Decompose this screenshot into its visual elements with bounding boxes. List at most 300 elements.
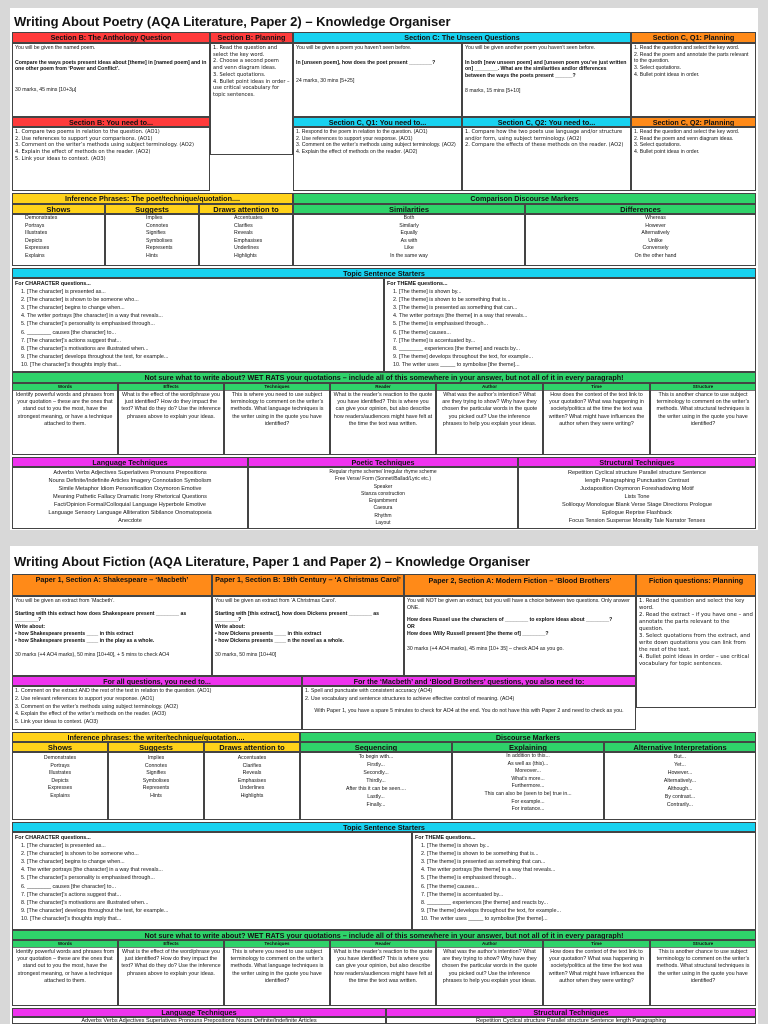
list-item: Contrarily...: [666, 802, 694, 808]
shows-header: Shows: [12, 204, 105, 214]
list-item: Highlights: [240, 792, 264, 799]
explaining-list: [452, 752, 604, 820]
anthology-line: You will be given the named poem.: [15, 45, 96, 51]
wetrats-heading: Reader: [331, 384, 435, 391]
wetrats-heading: Words: [13, 941, 117, 948]
technique-line: Stanza construction: [361, 490, 405, 497]
list-item: Hints: [146, 252, 158, 259]
technique-line: Focus Tension Suspense Morality Tale Narrator Tenses: [568, 518, 706, 524]
similarities-header: Similarities: [293, 204, 525, 214]
technique-line: Repetition Cyclical structure Parallel structure Sentence length Paragraphing: [476, 1018, 666, 1024]
technique-line: Regular rhyme scheme/ Irregular rhyme scheme: [329, 469, 437, 475]
technique-line: Meaning Pathetic Fallacy Dramatic Irony Rhetorical Questions: [53, 494, 207, 500]
plan-step: 4. Bullet point ideas in order – use critical vocabulary for topic sentences.: [213, 78, 290, 98]
character-starters: [12, 832, 412, 930]
need-item: 1. Compare how the two poets use language and/or structure and/or form, using subject terminology. (AO2): [465, 129, 623, 142]
theme-heading: For THEME questions...: [387, 281, 448, 287]
list-item: Clarifies: [242, 762, 262, 769]
plan-step: 4. Bullet point ideas in order – use critical vocabulary for topic sentences.: [639, 654, 750, 667]
starter-item: 8. ________ experiences [the theme] and reacts by...: [393, 345, 520, 352]
explaining-header: Explaining: [452, 742, 604, 752]
starter-item: 5. [The character]’s personality is emphasised through...: [21, 875, 155, 882]
fiction-language-header: Language Techniques: [12, 1008, 386, 1017]
need-item: 1. Comment on the extract AND the rest of the text in relation to the question. (AO1): [15, 688, 212, 694]
technique-line: Language Sensory Language Alliteration Sibilance Onomatopoeia: [48, 510, 212, 516]
starter-item: 2. [The theme] is shown to be something that is...: [393, 297, 511, 304]
list-item: Explains: [25, 252, 45, 259]
need-item: With Paper 1, you have a spare 5 minutes to check for AO4 at the end. You do not have this with Paper 2 and need to check as you.: [314, 707, 624, 714]
suggests-header: Suggests: [108, 742, 204, 752]
list-item: This can also be (seen to be) true in...: [484, 790, 572, 797]
wetrats-text: Identify powerful words and phrases from your quotation – these are the ones that stand out to you the most, have the strongest meaning, or have a technique attached to them.: [15, 392, 115, 427]
starter-item: 1. [The theme] is shown by...: [393, 289, 462, 296]
starter-item: 5. [The character]’s personality is emphasised through...: [21, 321, 155, 328]
list-item: Moreover...: [515, 768, 541, 775]
list-item: Furthermore...: [511, 783, 545, 790]
wetrats-heading: Words: [13, 384, 117, 391]
theme-starters: [412, 832, 756, 930]
starter-item: 8. ________ experiences [the theme] and reacts by...: [421, 899, 548, 906]
carol-line: Write about:: [215, 624, 246, 631]
language-techniques-header: Language Techniques: [12, 457, 248, 467]
plan-step: 1. Read the question and select the key word.: [634, 129, 740, 135]
wetrats-heading: Author: [437, 384, 542, 391]
list-item: Represents: [146, 245, 173, 252]
starter-item: 1. [The character] is presented as...: [21, 843, 106, 850]
list-item: Thirdly...: [366, 778, 386, 784]
wetrats-text: This is another chance to use subject terminology to comment on the writer’s methods. What structural techniques is the writer using in the quote you have identified?: [656, 949, 750, 984]
poetic-techniques-list: [248, 467, 518, 529]
starter-item: 3. [The character] begins to change when...: [21, 305, 125, 312]
comparison-header: Comparison Discourse Markers: [293, 193, 756, 204]
list-item: Hints: [150, 792, 162, 799]
need-item: 5. Link your ideas to context. (AO3): [15, 155, 106, 162]
bb-line: How does Russel use the characters of ________ to explore ideas about ________?: [407, 617, 613, 624]
language-techniques-list: [12, 467, 248, 529]
wetrats-author: [436, 383, 543, 455]
list-item: Emphasises: [234, 237, 263, 244]
wetrats-time: [543, 940, 650, 1006]
technique-line: Nouns Definite/Indefinite Articles Imagery Connotation Symbolism: [48, 478, 212, 484]
technique-line: Speaker: [373, 483, 393, 490]
fiction-wetrats-header: Not sure what to write about? WET RATS your quotations – include all of this somewhere in your answer, but not all of it in every paragraph!: [12, 930, 756, 940]
suggests-header: Suggests: [105, 204, 199, 214]
list-item: In addition to this...: [506, 753, 550, 759]
plan-step: 4. Bullet point ideas in order.: [634, 149, 700, 156]
anthology-header: Section B: The Anthology Question: [12, 32, 210, 43]
similarities-list: [293, 214, 525, 266]
wetrats-text: What was the author’s intention? What are they trying to show? Why have they chosen the particular words in the quote you picked out? Use the inference phrases to help you explain your ideas.: [441, 392, 538, 427]
starter-item: 10. The writer uses _____ to symbolise [the theme]...: [393, 361, 520, 368]
list-item: Underlines: [239, 785, 265, 792]
poetry-organiser: [10, 8, 758, 530]
need-item: 3. Comment on the writer’s methods using subject terminology. (AO2): [15, 703, 179, 710]
wetrats-heading: Techniques: [225, 384, 329, 391]
list-item: Like: [404, 245, 414, 252]
starter-item: 4. The writer portrays [the theme] in a way that reveals...: [421, 867, 556, 874]
fiction-structural-header: Structural Techniques: [386, 1008, 756, 1017]
list-item: Underlines: [234, 245, 259, 252]
need-item: 4. Explain the effect of methods on the reader. (AO2): [15, 149, 151, 156]
unseen-line: In both [new unseen poem] and [unseen poem you’ve just written on] ________. What are the similarities and/or differences between the ways the poets present ______?: [465, 59, 627, 80]
need-item: 3. Comment on the writer’s methods using subject terminology. (AO2): [296, 142, 456, 149]
list-item: Depicts: [51, 777, 69, 784]
list-item: Alternatively...: [663, 778, 697, 784]
technique-line: Enjambment: [368, 498, 398, 505]
list-item: Represents: [142, 785, 170, 792]
starter-item: 3. [The theme] is presented as something that can...: [421, 859, 546, 866]
bb-line: How does Willy Russell present [the theme of] ________?: [407, 630, 549, 637]
technique-line: Rhythm: [374, 512, 392, 519]
technique-line: Juxtaposition Oxymoron Foreshadowing Motif: [580, 486, 694, 492]
structural-techniques-header: Structural Techniques: [518, 457, 756, 467]
need-item: 1. Respond to the poem in relation to the question. (AO1): [296, 129, 428, 135]
unseen-line: In [unseen poem], how does the poet present ________?: [296, 59, 436, 66]
wetrats-heading: Time: [544, 941, 649, 948]
wetrats-heading: Time: [544, 384, 649, 391]
wetrats-heading: Structure: [651, 941, 755, 948]
fiction-language-list: [12, 1017, 386, 1024]
need-item: 2. Use references to support your comparisons. (AO1): [15, 135, 153, 142]
list-item: Highlights: [234, 252, 257, 259]
list-item: Clarifies: [234, 222, 253, 229]
wetrats-text: How does the context of the text link to your quotation? What was happening in society/politics at the time the text was written? What might have influences the author when they were writing?: [548, 949, 645, 984]
list-item: On the other hand: [634, 252, 677, 259]
fiction-planning-box: [636, 596, 756, 708]
inference-header: Inference Phrases: The poet/technique/quotation....: [12, 193, 293, 204]
unseen-line: 8 marks, 15 mins [5+10]: [465, 87, 521, 94]
list-item: But...: [673, 754, 687, 760]
list-item: Symbolises: [146, 237, 173, 244]
list-item: Illustrates: [48, 770, 72, 777]
starter-item: 4. The writer portrays [the character] in a way that reveals...: [21, 867, 163, 874]
technique-line: length Paragraphing Punctuation Contrast: [584, 478, 690, 484]
plan-step: 3. Select quotations from the extract, and write down quotations you can link from the rest of the text.: [639, 633, 751, 653]
list-item: However: [645, 222, 666, 229]
wetrats-heading: Effects: [119, 384, 223, 391]
draws-header: Draws attention to: [204, 742, 300, 752]
b-planning-header: Section B: Planning: [210, 32, 293, 43]
alternative-header: Alternative Interpretations: [604, 742, 756, 752]
wetrats-effects: [118, 940, 224, 1006]
list-item: Signifies: [146, 770, 166, 777]
all-questions-header: For all questions, you need to...: [12, 676, 302, 686]
starter-item: 5. [The theme] is emphasised through...: [421, 875, 516, 882]
starter-item: 9. [The theme] develops throughout the text, for example...: [421, 907, 561, 914]
starter-item: 8. [The character]’s motivations are illustrated when...: [21, 899, 149, 906]
technique-line: Repetition Cyclical structure Parallel structure Sentence: [567, 470, 707, 476]
suggests-list: [105, 214, 199, 266]
list-item: In the same way: [390, 252, 428, 259]
macbeth-line: • how Shakespeare presents ____ in the play as a whole.: [15, 637, 155, 644]
list-item: Alternatively: [641, 230, 670, 237]
list-item: As with: [400, 237, 418, 244]
technique-line: Adverbs Verbs Adjectives Superlatives Pronouns Prepositions: [53, 470, 207, 476]
list-item: Firstly...: [367, 762, 385, 768]
starter-item: 2. [The character] is shown to be someone who...: [21, 851, 139, 858]
differences-list: [525, 214, 756, 266]
alternative-list: [604, 752, 756, 820]
anthology-line: Compare the ways poets present ideas about [theme] in [named poem] and in one other poem from ‘Power and Conflict’.: [15, 59, 207, 73]
c1-need-header: Section C, Q1: You need to...: [293, 117, 462, 127]
list-item: Implies: [147, 755, 165, 761]
plan-step: 3. Select quotations.: [634, 142, 682, 149]
carol-line: Starting with [this extract], how does Dickens present ________ as ________?: [215, 610, 380, 624]
need-item: 1. Spell and punctuate with consistent accuracy (AO4): [305, 688, 433, 694]
wetrats-heading: Effects: [119, 941, 223, 948]
macbeth-header: Paper 1, Section A: Shakespeare – ‘Macbeth’: [12, 574, 212, 596]
b-planning-box: [210, 43, 293, 155]
starter-item: 10. [The character]’s thoughts imply that...: [21, 915, 122, 922]
list-item: Depicts: [25, 237, 43, 244]
wetrats-text: This is where you need to use subject terminology to comment on the writer’s methods. What language techniques is the writer using in the quote you have identified?: [230, 949, 324, 984]
need-item: 2. Use relevant references to support your response. (AO1): [15, 695, 155, 702]
starter-item: 3. [The theme] is presented as something that can...: [393, 305, 518, 312]
fiction-organiser: [10, 546, 758, 1024]
wetrats-heading: Reader: [331, 941, 435, 948]
wetrats-structure: [650, 940, 756, 1006]
carol-box: [212, 596, 404, 676]
starter-item: 9. [The theme] develops throughout the text, for example...: [393, 353, 533, 360]
list-item: Demonstrates: [43, 755, 77, 761]
topic-header: Topic Sentence Starters: [12, 268, 756, 278]
discourse-header: Discourse Markers: [300, 732, 756, 742]
technique-line: Epilogue Reprise Flashback: [602, 510, 672, 516]
shows-list: [12, 752, 108, 820]
unseen-line: 24 marks, 30 mins [5+25]: [296, 78, 355, 85]
list-item: Finally...: [366, 802, 386, 808]
need-item: 5. Link your ideas to context. (AO3): [15, 719, 99, 726]
all-questions-box: [12, 686, 302, 730]
theme-heading: For THEME questions...: [415, 835, 476, 841]
need-item: 2. Use references to support your response. (AO1): [296, 135, 413, 142]
starter-item: 1. [The theme] is shown by...: [421, 843, 490, 850]
starter-item: 7. [The theme] is accentuated by...: [421, 891, 504, 898]
wetrats-text: How does the context of the text link to your quotation? What was happening in society/politics at the time the text was written? What might have influences the author when they were writing?: [548, 392, 645, 427]
list-item: Connotes: [146, 222, 169, 229]
starter-item: 7. [The character]’s actions suggest that...: [21, 891, 121, 898]
plan-step: 2. Read the poem and annotate the parts relevant to the question.: [634, 51, 749, 65]
wetrats-heading: Techniques: [225, 941, 329, 948]
list-item: Portrays: [50, 762, 70, 769]
list-item: Demonstrates: [25, 215, 58, 221]
technique-line: Fact/Opinion Formal/Colloquial Language Hyperbole Emotive: [53, 502, 207, 508]
fiction-inference-header: Inference phrases: the writer/technique/quotation....: [12, 732, 300, 742]
technique-line: Soliloquy Monologue Blank Verse Stage Directions Prologue: [562, 502, 712, 508]
wetrats-text: This is another chance to use subject terminology to comment on the writer’s methods. What structural techniques is the writer using in the quote you have identified?: [656, 392, 750, 427]
list-item: Illustrates: [25, 230, 48, 237]
starter-item: 10. The writer uses _____ to symbolise [the theme]...: [421, 915, 548, 922]
list-item: Accentuates: [237, 755, 267, 761]
macbeth-bb-box: [302, 686, 636, 730]
list-item: Expresses: [25, 245, 50, 252]
list-item: Both: [403, 215, 415, 221]
macbeth-line: • how Shakespeare presents ____ in this extract: [15, 630, 134, 637]
carol-line: • how Dickens presents ____ n the novel as a whole.: [215, 637, 344, 644]
character-heading: For CHARACTER questions...: [15, 281, 91, 287]
wetrats-words: [12, 940, 118, 1006]
c2-planning-box: [631, 127, 756, 191]
plan-step: 2. Read the extract – if you have one – and annotate the parts relevant to the question.: [639, 612, 753, 632]
list-item: Accentuates: [234, 215, 263, 221]
technique-line: Lists Tone: [624, 494, 650, 500]
carol-line: 30 marks, 50 mins [10+40]: [215, 652, 277, 659]
theme-starters: [384, 278, 756, 372]
unseen-line: You will be given a poem you haven’t seen before.: [296, 45, 412, 51]
starter-item: 4. The writer portrays [the character] in a way that reveals...: [21, 313, 163, 320]
list-item: Unlike: [648, 237, 663, 244]
macbeth-line: Write about:: [15, 624, 46, 631]
need-item: 3. Comment on the writer’s methods using subject terminology. (AO2): [15, 142, 194, 149]
plan-step: 1. Read the question and select the key word.: [634, 45, 740, 51]
starter-item: 9. [The character] develops throughout the text, for example...: [21, 907, 169, 914]
wetrats-techniques: [224, 383, 330, 455]
wetrats-text: This is where you need to use subject terminology to comment on the writer’s methods. What language techniques is the writer using in the quote you have identified?: [230, 392, 324, 427]
unseen-q2-box: [462, 43, 631, 117]
wetrats-text: What was the author’s intention? What are they trying to show? Why have they chosen the particular words in the quote you picked out? Use the inference phrases to help you explain your ideas.: [441, 949, 538, 984]
list-item: To begin with...: [358, 754, 394, 760]
shows-list: [12, 214, 105, 266]
list-item: Similarly: [399, 222, 419, 229]
wetrats-heading: Structure: [651, 384, 755, 391]
technique-line: Simile Metaphor Idiom Personification Oxymoron Emotive: [58, 486, 202, 492]
list-item: Symbolises: [142, 777, 170, 784]
list-item: Implies: [146, 215, 163, 221]
starter-item: 7. [The character]’s actions suggest that...: [21, 337, 121, 344]
b-need-box: [12, 127, 210, 191]
starter-item: 2. [The character] is shown to be someone who...: [21, 297, 139, 304]
list-item: Secondly...: [363, 770, 389, 776]
macbeth-box: [12, 596, 212, 676]
list-item: Reveals: [234, 230, 253, 237]
plan-step: 2. Choose a second poem and venn diagram ideas.: [213, 58, 279, 72]
c1-planning-header: Section C, Q1: Planning: [631, 32, 756, 43]
plan-step: 2. Read the poem and venn diagram ideas.: [634, 135, 734, 142]
list-item: After this it can be seen....: [346, 786, 406, 792]
wetrats-time: [543, 383, 650, 455]
bb-line: 30 marks (+4 AO4 marks), 45 mins [10+ 35] – check AO4 as you go.: [407, 645, 564, 652]
list-item: Whereas: [645, 215, 666, 221]
poetry-title: Writing About Poetry (AQA Literature, Paper 2) – Knowledge Organiser: [14, 14, 451, 29]
wetrats-text: What is the reader’s reaction to the quote you have identified? This is where you can give your opinion, but also describe how readers/audiences might have felt at the time the text was written.: [333, 392, 433, 427]
need-item: 1. Compare two poems in relation to the question. (AO1): [15, 129, 160, 135]
unseen-line: You will be given another poem you haven’t seen before.: [465, 45, 596, 51]
draws-list: [204, 752, 300, 820]
differences-header: Differences: [525, 204, 756, 214]
list-item: Although...: [667, 786, 693, 792]
list-item: Emphasises: [237, 777, 267, 784]
need-item: 4. Explain the effect of the writer’s methods on the reader. (AO3): [15, 711, 167, 718]
carol-line: You will be given an extract from ‘A Christmas Carol’.: [215, 598, 337, 604]
starter-item: 6. ________ causes [the character] to...: [21, 329, 116, 336]
c1-planning-box: [631, 43, 756, 117]
list-item: Lastly...: [367, 794, 385, 800]
structural-techniques-list: [518, 467, 756, 529]
list-item: As well as (this)...: [507, 760, 549, 767]
fiction-structural-list: [386, 1017, 756, 1024]
bb-box: [404, 596, 636, 676]
anthology-line: 30 marks, 45 mins [10+3µ]: [15, 87, 77, 94]
wetrats-structure: [650, 383, 756, 455]
macbeth-line: Starting with this extract how does Shakespeare present ________ as ________?: [15, 610, 187, 624]
need-item: 2. Use vocabulary and sentence structures to achieve effective control of meaning. (AO4): [305, 695, 515, 702]
technique-line: Layout: [375, 520, 391, 527]
wetrats-text: Identify powerful words and phrases from your quotation – these are the ones that stand out to you the most, have the strongest meaning, or have a technique attached to them.: [15, 949, 115, 984]
wetrats-author: [436, 940, 543, 1006]
list-item: Reveals: [242, 770, 262, 777]
unseen-q1-box: [293, 43, 462, 117]
wetrats-text: What is the reader’s reaction to the quote you have identified? This is where you can give your opinion, but also describe how readers/audiences might have felt at the time the text was written.: [333, 949, 433, 984]
c2-planning-header: Section C, Q2: Planning: [631, 117, 756, 127]
list-item: For instance...: [511, 806, 545, 813]
list-item: Explains: [50, 792, 70, 799]
wetrats-header: Not sure what to write about? WET RATS your quotations – include all of this somewhere in your answer, but not all of it in every paragraph!: [12, 372, 756, 383]
wetrats-reader: [330, 383, 436, 455]
need-item: 2. Compare the effects of these methods on the reader. (AO2): [465, 142, 624, 149]
wetrats-heading: Author: [437, 941, 542, 948]
starter-item: 3. [The character] begins to change when...: [21, 859, 125, 866]
list-item: Conversely: [642, 245, 669, 252]
wetrats-reader: [330, 940, 436, 1006]
macbeth-bb-header: For the ‘Macbeth’ and ‘Blood Brothers’ questions, you also need to:: [302, 676, 636, 686]
need-item: 4. Explain the effect of methods on the reader. (AO2): [296, 149, 418, 156]
plan-step: 1. Read the question and select the key word.: [639, 598, 745, 611]
starter-item: 6. ________ causes [the character] to...: [21, 883, 116, 890]
plan-step: 4. Bullet point ideas in order.: [634, 71, 700, 78]
macbeth-line: You will be given an extract from ‘Macbeth’.: [15, 598, 115, 604]
list-item: By contrast...: [664, 794, 696, 800]
list-item: Expresses: [47, 785, 73, 792]
technique-line: Anecdote: [118, 518, 142, 524]
list-item: What’s more...: [511, 775, 545, 782]
plan-step: 3. Select quotations.: [634, 65, 682, 72]
carol-header: Paper 1, Section B: 19th Century – ‘A Christmas Carol’: [212, 574, 404, 596]
technique-line: Free Verse/ Form (Sonnet/Ballad/Lyric etc.): [335, 476, 431, 483]
plan-step: 1. Read the question and select the key word.: [213, 45, 278, 58]
starter-item: 7. [The theme] is accentuated by...: [393, 337, 476, 344]
bb-header: Paper 2, Section A: Modern Fiction – ‘Blood Brothers’: [404, 574, 636, 596]
list-item: Signifies: [146, 230, 166, 237]
macbeth-line: 30 marks (+4 AO4 marks), 50 mins [10+40], + 5 mins to check AO4: [15, 652, 170, 659]
sequencing-header: Sequencing: [300, 742, 452, 752]
unseen-header: Section C: The Unseen Questions: [293, 32, 631, 43]
starter-item: 2. [The theme] is shown to be something that is...: [421, 851, 539, 858]
wetrats-effects: [118, 383, 224, 455]
c1-need-box: [293, 127, 462, 191]
starter-item: 5. [The theme] is emphasised through...: [393, 321, 488, 328]
wetrats-text: What is the effect of the word/phrase you just identified? How do they impact the text? What do they do? Use the inference phrases above to explain your ideas.: [121, 392, 221, 420]
plan-step: 3. Select quotations.: [213, 71, 266, 78]
character-heading: For CHARACTER questions...: [15, 835, 91, 841]
starter-item: 6. [The theme] causes...: [421, 883, 479, 890]
starter-item: 9. [The character] develops throughout the text, for example...: [21, 353, 169, 360]
character-starters: [12, 278, 384, 372]
draws-list: [199, 214, 293, 266]
sequencing-list: [300, 752, 452, 820]
shows-header: Shows: [12, 742, 108, 752]
bb-line: You will NOT be given an extract, but you will have a choice between two questions. Only answer ONE.: [407, 598, 630, 611]
fiction-topic-header: Topic Sentence Starters: [12, 822, 756, 832]
suggests-list: [108, 752, 204, 820]
wetrats-techniques: [224, 940, 330, 1006]
starter-item: 4. The writer portrays [the theme] in a way that reveals...: [393, 313, 528, 320]
list-item: Equally: [400, 230, 418, 237]
technique-line: Adverbs Verbs Adjectives Superlatives Pronouns Prepositions Nouns Definite/Indefinite Articles: [81, 1018, 317, 1024]
starter-item: 8. [The character]’s motivations are illustrated when...: [21, 345, 149, 352]
anthology-box: [12, 43, 210, 117]
bb-line: OR: [407, 624, 415, 631]
fiction-planning-header: Fiction questions: Planning: [636, 574, 756, 596]
